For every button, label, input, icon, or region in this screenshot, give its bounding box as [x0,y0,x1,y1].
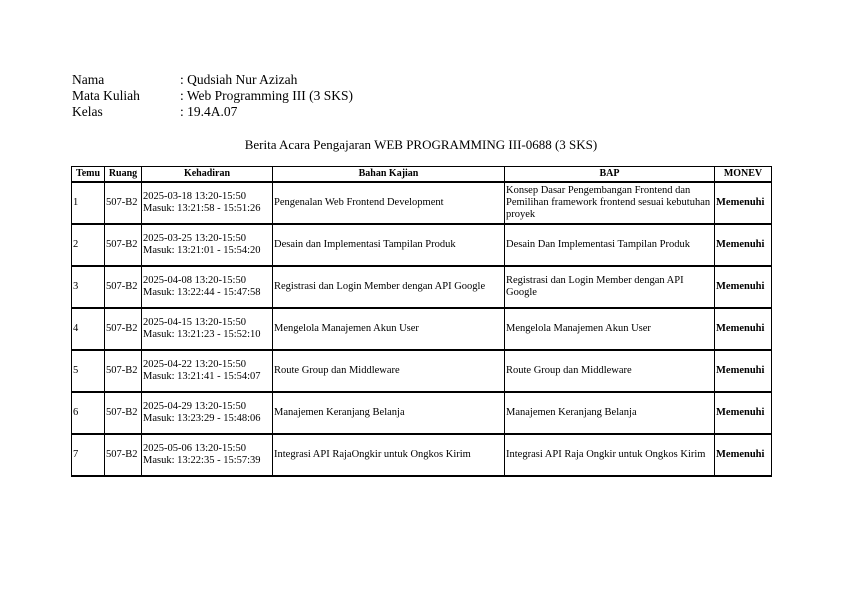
cell-temu: 4 [72,308,105,350]
student-info [72,72,353,120]
cell-ruang: 507-B2 [105,392,142,434]
cell-kehadiran: 2025-03-18 13:20-15:50 Masuk: 13:21:58 - 15:51:26 [142,182,273,224]
cell-bahan-kajian: Mengelola Manajemen Akun User [273,308,505,350]
cell-kehadiran: 2025-04-22 13:20-15:50 Masuk: 13:21:41 - 15:54:07 [142,350,273,392]
cell-kehadiran: 2025-04-29 13:20-15:50 Masuk: 13:23:29 - 15:48:06 [142,392,273,434]
cell-monev: Memenuhi [715,392,772,434]
cell-monev: Memenuhi [715,350,772,392]
cell-bap: Desain Dan Implementasi Tampilan Produk [505,224,715,266]
cell-bahan-kajian: Desain dan Implementasi Tampilan Produk [273,224,505,266]
cell-ruang: 507-B2 [105,224,142,266]
cell-temu: 2 [72,224,105,266]
bap-table [71,166,772,477]
nama-value: : Qudsiah Nur Azizah [180,72,298,87]
nama-label: Nama [72,72,105,87]
table-row [72,224,772,266]
cell-kehadiran: 2025-04-08 13:20-15:50 Masuk: 13:22:44 - 15:47:58 [142,266,273,308]
cell-bahan-kajian: Manajemen Keranjang Belanja [273,392,505,434]
table-row [72,182,772,224]
cell-bap: Integrasi API Raja Ongkir untuk Ongkos Kirim [505,434,715,476]
info-row-matkul [72,88,353,104]
cell-temu: 5 [72,350,105,392]
cell-temu: 3 [72,266,105,308]
cell-bap: Manajemen Keranjang Belanja [505,392,715,434]
cell-monev: Memenuhi [715,224,772,266]
kelas-label: Kelas [72,104,103,119]
cell-monev: Memenuhi [715,308,772,350]
cell-bahan-kajian: Route Group dan Middleware [273,350,505,392]
cell-kehadiran: 2025-04-15 13:20-15:50 Masuk: 13:21:23 - 15:52:10 [142,308,273,350]
cell-monev: Memenuhi [715,434,772,476]
col-header-bap: BAP [505,167,715,183]
table-row [72,266,772,308]
cell-kehadiran: 2025-03-25 13:20-15:50 Masuk: 13:21:01 - 15:54:20 [142,224,273,266]
document-title: Berita Acara Pengajaran WEB PROGRAMMING III-0688 (3 SKS) [244,137,598,152]
cell-ruang: 507-B2 [105,350,142,392]
cell-temu: 6 [72,392,105,434]
cell-ruang: 507-B2 [105,308,142,350]
cell-bahan-kajian: Pengenalan Web Frontend Development [273,182,505,224]
cell-monev: Memenuhi [715,182,772,224]
table-header-row [72,167,772,183]
cell-ruang: 507-B2 [105,434,142,476]
cell-monev: Memenuhi [715,266,772,308]
cell-bap: Mengelola Manajemen Akun User [505,308,715,350]
kelas-value: : 19.4A.07 [180,104,238,119]
col-header-bahan-kajian: Bahan Kajian [273,167,505,183]
table-row [72,350,772,392]
matkul-label: Mata Kuliah [72,88,140,103]
cell-temu: 7 [72,434,105,476]
table-row [72,308,772,350]
cell-bap: Konsep Dasar Pengembangan Frontend dan Pemilihan framework frontend sesuai kebutuhan proyek [505,182,715,224]
cell-temu: 1 [72,182,105,224]
info-row-nama [72,72,353,88]
cell-bap: Registrasi dan Login Member dengan API Google [505,266,715,308]
col-header-kehadiran: Kehadiran [142,167,273,183]
cell-bahan-kajian: Registrasi dan Login Member dengan API Google [273,266,505,308]
col-header-temu: Temu [72,167,105,183]
cell-ruang: 507-B2 [105,266,142,308]
col-header-monev: MONEV [715,167,772,183]
cell-bahan-kajian: Integrasi API RajaOngkir untuk Ongkos Kirim [273,434,505,476]
table-row [72,434,772,476]
cell-ruang: 507-B2 [105,182,142,224]
cell-bap: Route Group dan Middleware [505,350,715,392]
table-row [72,392,772,434]
cell-kehadiran: 2025-05-06 13:20-15:50 Masuk: 13:22:35 - 15:57:39 [142,434,273,476]
matkul-value: : Web Programming III (3 SKS) [180,88,354,103]
col-header-ruang: Ruang [105,167,142,183]
info-row-kelas [72,104,353,120]
